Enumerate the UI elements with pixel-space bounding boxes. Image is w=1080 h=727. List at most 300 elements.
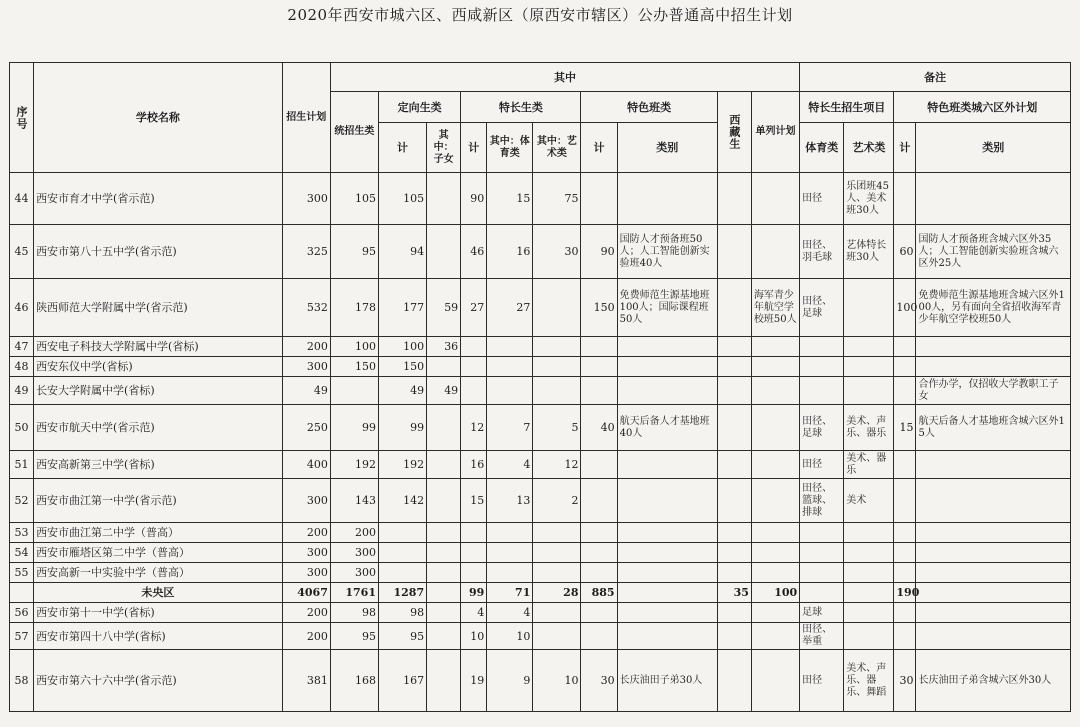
cell-feature-type — [617, 623, 717, 650]
cell-tibet — [717, 173, 751, 225]
sub-blank — [800, 583, 844, 603]
cell-plan: 49 — [282, 377, 330, 405]
cell-remark-arts — [844, 623, 894, 650]
cell-outside-type — [916, 173, 1071, 225]
cell-feature-type — [617, 603, 717, 623]
cell-outside-total: 30 — [894, 650, 916, 712]
cell-specialty-sports — [487, 357, 533, 377]
table-row — [10, 279, 1071, 337]
cell-directed-total — [378, 523, 426, 543]
cell-directed-total: 98 — [378, 603, 426, 623]
cell-directed-total: 105 — [378, 173, 426, 225]
cell-unified: 95 — [330, 225, 378, 279]
cell-remark-sports: 田径、羽毛球 — [800, 225, 844, 279]
cell-single-plan — [751, 543, 799, 563]
enrollment-table — [9, 62, 1071, 712]
cell-specialty-total — [461, 563, 487, 583]
header-sp-arts: 艺术类 — [844, 123, 894, 173]
cell-feature-total: 150 — [581, 279, 617, 337]
cell-specialty-sports — [487, 337, 533, 357]
cell-feature-total — [581, 523, 617, 543]
cell-school-name: 西安电子科技大学附属中学(省标) — [34, 337, 283, 357]
cell-remark-sports — [800, 523, 844, 543]
cell-school-name: 西安市曲江第一中学(省示范) — [34, 479, 283, 523]
cell-remark-arts: 艺体特长班30人 — [844, 225, 894, 279]
cell-single-plan: 海军青少年航空学校班50人 — [751, 279, 799, 337]
cell-school-name: 长安大学附属中学(省标) — [34, 377, 283, 405]
cell-outside-total: 15 — [894, 405, 916, 451]
table-row — [10, 523, 1071, 543]
cell-outside-type — [916, 451, 1071, 479]
cell-outside-total — [894, 337, 916, 357]
cell-outside-type: 免费师范生源基地班含城六区外100人，另有面向全省招收海军青少年航空学校班50人 — [916, 279, 1071, 337]
cell-specialty-total — [461, 377, 487, 405]
cell-specialty-arts — [533, 543, 581, 563]
cell-outside-total — [894, 543, 916, 563]
cell-plan: 250 — [282, 405, 330, 451]
cell-outside-type — [916, 523, 1071, 543]
cell-school-name: 西安市第四十八中学(省标) — [34, 623, 283, 650]
cell-specialty-sports: 7 — [487, 405, 533, 451]
cell-specialty-total: 19 — [461, 650, 487, 712]
cell-outside-total — [894, 377, 916, 405]
cell-feature-type — [617, 523, 717, 543]
cell-specialty-arts: 10 — [533, 650, 581, 712]
cell-school-name: 西安市第十一中学(省标) — [34, 603, 283, 623]
cell-specialty-sports — [487, 377, 533, 405]
cell-specialty-arts: 30 — [533, 225, 581, 279]
cell-specialty-sports: 4 — [487, 603, 533, 623]
table-row — [10, 173, 1071, 225]
cell-seq: 45 — [10, 225, 34, 279]
cell-directed-total — [378, 563, 426, 583]
cell-single-plan — [751, 479, 799, 523]
cell-specialty-total: 10 — [461, 623, 487, 650]
cell-directed-total: 177 — [378, 279, 426, 337]
cell-directed-children — [427, 603, 461, 623]
cell-feature-type: 航天后备人才基地班40人 — [617, 405, 717, 451]
cell-feature-total — [581, 563, 617, 583]
table-row — [10, 225, 1071, 279]
cell-school-name: 西安高新第三中学(省标) — [34, 451, 283, 479]
cell-unified: 200 — [330, 523, 378, 543]
cell-tibet — [717, 357, 751, 377]
cell-unified: 300 — [330, 543, 378, 563]
table-row — [10, 603, 1071, 623]
cell-directed-total: 150 — [378, 357, 426, 377]
cell-outside-total — [894, 173, 916, 225]
cell-feature-total: 40 — [581, 405, 617, 451]
cell-remark-sports: 田径、篮球、排球 — [800, 479, 844, 523]
cell-outside-total — [894, 357, 916, 377]
cell-outside-type: 合作办学，仅招收大学教职工子女 — [916, 377, 1071, 405]
header-plan: 招生计划 — [282, 63, 330, 173]
cell-tibet — [717, 623, 751, 650]
cell-single-plan — [751, 377, 799, 405]
cell-specialty-arts — [533, 563, 581, 583]
cell-tibet — [717, 563, 751, 583]
cell-single-plan — [751, 650, 799, 712]
cell-remark-arts — [844, 279, 894, 337]
cell-feature-total — [581, 603, 617, 623]
cell-unified: 143 — [330, 479, 378, 523]
cell-tibet — [717, 543, 751, 563]
cell-plan: 200 — [282, 337, 330, 357]
cell-outside-total — [894, 563, 916, 583]
cell-remark-arts — [844, 543, 894, 563]
table-body — [10, 173, 1071, 712]
subtotal-label: 未央区 — [34, 583, 283, 603]
cell-outside-type — [916, 543, 1071, 563]
cell-specialty-total — [461, 357, 487, 377]
cell-unified: 168 — [330, 650, 378, 712]
cell-outside-total — [894, 523, 916, 543]
cell-unified: 192 — [330, 451, 378, 479]
cell-school-name: 西安市第六十六中学(省示范) — [34, 650, 283, 712]
cell-specialty-total — [461, 523, 487, 543]
cell-seq: 44 — [10, 173, 34, 225]
cell-remark-sports: 田径、举重 — [800, 623, 844, 650]
cell-outside-total — [894, 479, 916, 523]
cell-specialty-sports: 10 — [487, 623, 533, 650]
cell-feature-type — [617, 357, 717, 377]
cell-specialty-arts — [533, 603, 581, 623]
cell-specialty-arts: 2 — [533, 479, 581, 523]
cell-seq: 47 — [10, 337, 34, 357]
cell-remark-sports: 田径 — [800, 650, 844, 712]
cell-directed-children — [427, 650, 461, 712]
cell-specialty-arts: 12 — [533, 451, 581, 479]
cell-specialty-total: 12 — [461, 405, 487, 451]
table-row — [10, 337, 1071, 357]
cell-specialty-total: 15 — [461, 479, 487, 523]
cell-unified: 105 — [330, 173, 378, 225]
cell-feature-type — [617, 451, 717, 479]
cell-directed-total: 192 — [378, 451, 426, 479]
cell-feature-total — [581, 173, 617, 225]
cell-tibet — [717, 523, 751, 543]
cell-feature-type — [617, 479, 717, 523]
header-among: 其中 — [330, 63, 799, 92]
cell-remark-arts: 乐团班45人、美术班30人 — [844, 173, 894, 225]
cell-directed-children: 49 — [427, 377, 461, 405]
cell-single-plan — [751, 603, 799, 623]
cell-school-name: 西安市第八十五中学(省示范) — [34, 225, 283, 279]
cell-specialty-arts — [533, 623, 581, 650]
sub-blank — [844, 583, 894, 603]
cell-school-name: 陕西师范大学附属中学(省示范) — [34, 279, 283, 337]
cell-specialty-sports — [487, 563, 533, 583]
cell-outside-type — [916, 563, 1071, 583]
cell-specialty-sports: 16 — [487, 225, 533, 279]
cell-single-plan — [751, 523, 799, 543]
cell-specialty-sports — [487, 543, 533, 563]
header-unified: 统招生类 — [330, 92, 378, 173]
cell-directed-children — [427, 173, 461, 225]
cell-specialty-total: 4 — [461, 603, 487, 623]
cell-specialty-total: 16 — [461, 451, 487, 479]
cell-feature-type — [617, 337, 717, 357]
cell-plan: 200 — [282, 603, 330, 623]
cell-seq: 58 — [10, 650, 34, 712]
sub-blank — [617, 583, 717, 603]
table-row — [10, 357, 1071, 377]
cell-outside-total — [894, 623, 916, 650]
cell-specialty-arts — [533, 357, 581, 377]
subtotal-outside: 190 — [894, 583, 916, 603]
cell-seq: 46 — [10, 279, 34, 337]
cell-directed-children — [427, 563, 461, 583]
cell-specialty-sports: 4 — [487, 451, 533, 479]
table-row — [10, 623, 1071, 650]
cell-feature-type: 长庆油田子弟30人 — [617, 650, 717, 712]
cell-single-plan — [751, 173, 799, 225]
cell-unified: 100 — [330, 337, 378, 357]
cell-remark-sports: 田径 — [800, 451, 844, 479]
header-outside: 特色班类城六区外计划 — [894, 92, 1071, 123]
cell-school-name: 西安高新一中实验中学（普高） — [34, 563, 283, 583]
cell-remark-sports: 田径、足球 — [800, 405, 844, 451]
header-remarks: 备注 — [800, 63, 1071, 92]
cell-remark-sports: 田径 — [800, 173, 844, 225]
cell-unified: 150 — [330, 357, 378, 377]
cell-remark-arts: 美术、器乐 — [844, 451, 894, 479]
cell-outside-type — [916, 623, 1071, 650]
subtotal-plan: 4067 — [282, 583, 330, 603]
table-row — [10, 377, 1071, 405]
header-single: 单列计划 — [751, 92, 799, 173]
cell-specialty-total: 27 — [461, 279, 487, 337]
cell-specialty-arts — [533, 377, 581, 405]
header-sp-sports: 体育类 — [800, 123, 844, 173]
cell-specialty-total: 46 — [461, 225, 487, 279]
cell-outside-type — [916, 479, 1071, 523]
cell-plan: 200 — [282, 623, 330, 650]
cell-unified: 300 — [330, 563, 378, 583]
cell-specialty-sports — [487, 523, 533, 543]
cell-feature-total — [581, 357, 617, 377]
cell-specialty-sports: 15 — [487, 173, 533, 225]
cell-directed-children — [427, 543, 461, 563]
cell-outside-type: 国防人才预备班含城六区外35人；人工智能创新实验班含城六区外25人 — [916, 225, 1071, 279]
cell-outside-type — [916, 337, 1071, 357]
cell-specialty-sports: 27 — [487, 279, 533, 337]
cell-remark-sports — [800, 543, 844, 563]
cell-school-name: 西安市育才中学(省示范) — [34, 173, 283, 225]
cell-directed-children — [427, 225, 461, 279]
cell-specialty-total: 90 — [461, 173, 487, 225]
cell-outside-total — [894, 603, 916, 623]
cell-remark-sports — [800, 563, 844, 583]
cell-plan: 300 — [282, 543, 330, 563]
cell-single-plan — [751, 623, 799, 650]
cell-remark-arts — [844, 357, 894, 377]
cell-outside-total: 60 — [894, 225, 916, 279]
cell-remark-arts — [844, 523, 894, 543]
header-seq: 序号 — [10, 63, 34, 173]
cell-remark-sports: 足球 — [800, 603, 844, 623]
header-feature: 特色班类 — [581, 92, 717, 123]
cell-unified: 99 — [330, 405, 378, 451]
cell-feature-total — [581, 377, 617, 405]
cell-remark-arts — [844, 563, 894, 583]
header-outside-total: 计 — [894, 123, 916, 173]
subtotal-tibet: 35 — [717, 583, 751, 603]
cell-remark-arts: 美术 — [844, 479, 894, 523]
cell-directed-total: 95 — [378, 623, 426, 650]
cell-single-plan — [751, 337, 799, 357]
cell-specialty-total — [461, 337, 487, 357]
cell-outside-total: 100 — [894, 279, 916, 337]
cell-feature-type: 国防人才预备班50人；人工智能创新实验班40人 — [617, 225, 717, 279]
cell-feature-type — [617, 563, 717, 583]
cell-directed-children — [427, 405, 461, 451]
cell-feature-total — [581, 337, 617, 357]
cell-specialty-arts: 5 — [533, 405, 581, 451]
cell-remark-sports — [800, 357, 844, 377]
page-title: 2020年西安市城六区、西咸新区（原西安市辖区）公办普通高中招生计划 — [287, 6, 793, 24]
cell-outside-type: 长庆油田子弟含城六区外30人 — [916, 650, 1071, 712]
cell-specialty-arts — [533, 523, 581, 543]
cell-feature-type — [617, 377, 717, 405]
cell-feature-total — [581, 479, 617, 523]
cell-directed-children — [427, 451, 461, 479]
cell-tibet — [717, 377, 751, 405]
cell-plan: 300 — [282, 479, 330, 523]
cell-tibet — [717, 451, 751, 479]
cell-school-name: 西安市航天中学(省示范) — [34, 405, 283, 451]
cell-single-plan — [751, 405, 799, 451]
header-outside-type: 类别 — [916, 123, 1071, 173]
cell-directed-total — [378, 543, 426, 563]
cell-school-name: 西安市雁塔区第二中学（普高） — [34, 543, 283, 563]
cell-directed-total: 142 — [378, 479, 426, 523]
header-feature-total: 计 — [581, 123, 617, 173]
cell-remark-sports — [800, 337, 844, 357]
cell-seq: 49 — [10, 377, 34, 405]
cell-remark-arts: 美术、声乐、器乐 — [844, 405, 894, 451]
subtotal-arts: 28 — [533, 583, 581, 603]
subtotal-unified: 1761 — [330, 583, 378, 603]
cell-outside-type — [916, 357, 1071, 377]
table-row — [10, 650, 1071, 712]
cell-directed-children — [427, 523, 461, 543]
cell-seq: 50 — [10, 405, 34, 451]
cell-plan: 381 — [282, 650, 330, 712]
cell-tibet — [717, 603, 751, 623]
cell-specialty-total — [461, 543, 487, 563]
cell-tibet — [717, 650, 751, 712]
header-specialty: 特长生类 — [461, 92, 581, 123]
cell-plan: 325 — [282, 225, 330, 279]
table-row — [10, 563, 1071, 583]
subtotal-feature: 885 — [581, 583, 617, 603]
cell-directed-children: 36 — [427, 337, 461, 357]
cell-specialty-arts — [533, 279, 581, 337]
cell-directed-children: 59 — [427, 279, 461, 337]
cell-remark-arts: 美术、声乐、器乐、舞蹈 — [844, 650, 894, 712]
cell-tibet — [717, 225, 751, 279]
cell-plan: 532 — [282, 279, 330, 337]
header-directed: 定向生类 — [378, 92, 460, 123]
cell-feature-type: 免费师范生源基地班100人；国际课程班50人 — [617, 279, 717, 337]
table-row — [10, 543, 1071, 563]
cell-seq: 48 — [10, 357, 34, 377]
cell-feature-total: 30 — [581, 650, 617, 712]
subtotal-sports: 71 — [487, 583, 533, 603]
header-directed-children: 其中：子女 — [427, 123, 461, 173]
cell-remark-arts — [844, 603, 894, 623]
cell-feature-total — [581, 451, 617, 479]
header-feature-type: 类别 — [617, 123, 717, 173]
cell-seq: 54 — [10, 543, 34, 563]
header-sp-items: 特长生招生项目 — [800, 92, 894, 123]
cell-specialty-arts — [533, 337, 581, 357]
subtotal-directed: 1287 — [378, 583, 426, 603]
cell-directed-total: 100 — [378, 337, 426, 357]
cell-directed-total: 167 — [378, 650, 426, 712]
cell-seq: 57 — [10, 623, 34, 650]
table-row — [10, 451, 1071, 479]
cell-plan: 300 — [282, 357, 330, 377]
cell-directed-children — [427, 623, 461, 650]
cell-outside-type — [916, 603, 1071, 623]
cell-school-name: 西安市曲江第二中学（普高） — [34, 523, 283, 543]
cell-single-plan — [751, 563, 799, 583]
cell-seq: 55 — [10, 563, 34, 583]
cell-specialty-sports: 13 — [487, 479, 533, 523]
cell-single-plan — [751, 357, 799, 377]
cell-specialty-arts: 75 — [533, 173, 581, 225]
table-row — [10, 479, 1071, 523]
cell-tibet — [717, 479, 751, 523]
cell-outside-type: 航天后备人才基地班含城六区外15人 — [916, 405, 1071, 451]
cell-tibet — [717, 405, 751, 451]
subtotal-row — [10, 583, 1071, 603]
cell-directed-total: 94 — [378, 225, 426, 279]
cell-remark-arts — [844, 377, 894, 405]
header-directed-total: 计 — [378, 123, 426, 173]
header-school: 学校名称 — [34, 63, 283, 173]
cell-feature-total: 90 — [581, 225, 617, 279]
cell-specialty-sports: 9 — [487, 650, 533, 712]
cell-plan: 200 — [282, 523, 330, 543]
sub-blank — [916, 583, 1071, 603]
header-specialty-sports: 其中：体育类 — [487, 123, 533, 173]
cell-single-plan — [751, 225, 799, 279]
cell-unified: 95 — [330, 623, 378, 650]
header-tibet: 西藏生 — [717, 92, 751, 173]
header-specialty-arts: 其中：艺术类 — [533, 123, 581, 173]
table-header — [10, 63, 1071, 173]
cell-plan: 300 — [282, 173, 330, 225]
cell-seq: 56 — [10, 603, 34, 623]
sub-blank — [427, 583, 461, 603]
cell-feature-total — [581, 543, 617, 563]
cell-outside-total — [894, 451, 916, 479]
cell-remark-arts — [844, 337, 894, 357]
cell-school-name: 西安东仪中学(省标) — [34, 357, 283, 377]
cell-feature-type — [617, 173, 717, 225]
subtotal-single: 100 — [751, 583, 799, 603]
cell-tibet — [717, 337, 751, 357]
table-row — [10, 405, 1071, 451]
cell-remark-sports — [800, 377, 844, 405]
cell-unified: 178 — [330, 279, 378, 337]
cell-unified: 98 — [330, 603, 378, 623]
header-specialty-total: 计 — [461, 123, 487, 173]
cell-directed-total: 99 — [378, 405, 426, 451]
